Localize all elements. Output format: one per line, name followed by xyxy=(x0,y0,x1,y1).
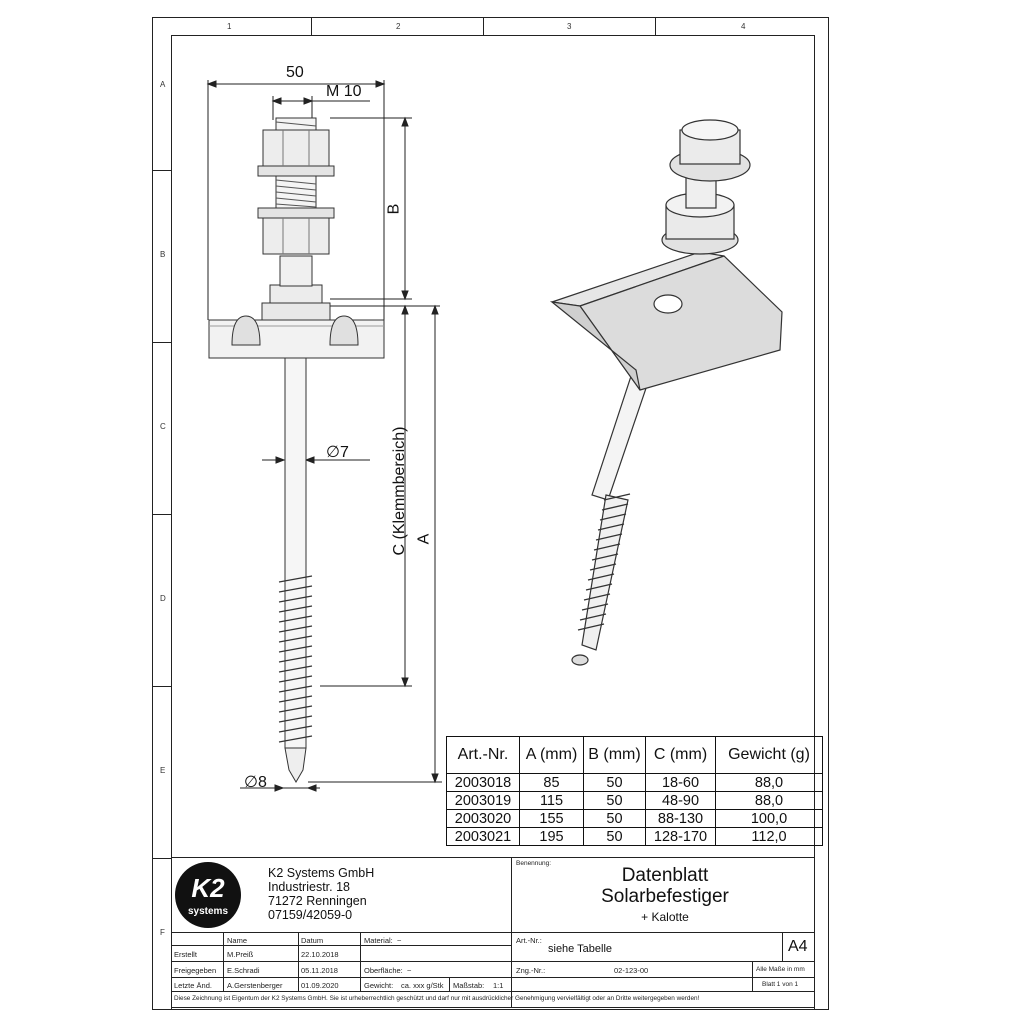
table-cell: 2003018 xyxy=(447,774,520,792)
table-cell: 48-90 xyxy=(646,792,716,810)
grid-row-d: D xyxy=(160,594,166,603)
zngnr-value: 02-123-00 xyxy=(614,966,649,975)
titleblock-top-line xyxy=(171,857,815,858)
grid-row-b: B xyxy=(160,250,166,259)
titleblock-line xyxy=(752,961,753,991)
table-header: C (mm) xyxy=(646,737,716,774)
front-view-drawing xyxy=(171,35,471,835)
grid-tick xyxy=(152,858,171,859)
grid-row-e: E xyxy=(160,766,166,775)
table-row xyxy=(447,792,823,810)
titleblock-line xyxy=(171,991,815,992)
massstab-label: Maßstab: xyxy=(453,981,485,990)
artnr-label: Art.-Nr.: xyxy=(516,936,542,945)
table-cell: 115 xyxy=(520,792,584,810)
paper-format: A4 xyxy=(788,938,808,955)
table-row xyxy=(447,810,823,828)
benennung-label: Benennung: xyxy=(516,860,552,867)
titleblock-line xyxy=(171,961,815,962)
grid-tick xyxy=(311,17,312,35)
table-cell: 112,0 xyxy=(716,828,823,846)
approval-date: 22.10.2018 xyxy=(301,950,339,959)
approval-role: Freigegeben xyxy=(174,966,217,975)
approval-role: Letzte Änd. xyxy=(174,981,212,990)
grid-tick xyxy=(152,514,171,515)
company-name: K2 Systems GmbH xyxy=(268,866,375,880)
table-cell: 195 xyxy=(520,828,584,846)
copyright-footer: Diese Zeichnung ist Eigentum der K2 Systems GmbH. Sie ist urheberrechtlich geschützt und darf nur mit ausdrücklicher Genehmigung vervielfältigt oder an Dritte weitergegeben werden! xyxy=(174,995,700,1002)
title-line-1: Datenblatt xyxy=(621,865,709,886)
grid-tick xyxy=(152,686,171,687)
material-value: ~ xyxy=(397,936,402,945)
artnr-value: siehe Tabelle xyxy=(548,943,613,955)
zngnr-label: Zng.-Nr.: xyxy=(516,966,546,975)
titleblock-line xyxy=(298,932,299,991)
table-header: B (mm) xyxy=(584,737,646,774)
approval-header-name: Name xyxy=(227,936,248,945)
approval-name: A.Gerstenberger xyxy=(227,981,283,990)
oberflaeche-label: Oberfläche: xyxy=(364,966,403,975)
titleblock-line xyxy=(171,977,815,978)
table-cell: 88-130 xyxy=(646,810,716,828)
table-cell: 155 xyxy=(520,810,584,828)
table-cell: 50 xyxy=(584,792,646,810)
grid-tick xyxy=(152,170,171,171)
table-row xyxy=(447,828,823,846)
table-cell: 88,0 xyxy=(716,792,823,810)
k2-systems-logo xyxy=(175,862,241,928)
approval-header-datum: Datum xyxy=(301,936,324,945)
approval-name: M.Preiß xyxy=(227,950,254,959)
table-cell: 2003019 xyxy=(447,792,520,810)
titleblock-line xyxy=(171,932,815,933)
table-cell: 88,0 xyxy=(716,774,823,792)
titleblock-line xyxy=(449,977,450,991)
grid-row-a: A xyxy=(160,80,166,89)
table-cell: 100,0 xyxy=(716,810,823,828)
gewicht-value: ca. xxx g/Stk xyxy=(401,981,444,990)
company-city: 71272 Renningen xyxy=(268,894,367,908)
table-cell: 2003020 xyxy=(447,810,520,828)
titleblock-line xyxy=(171,945,511,946)
grid-column-4: 4 xyxy=(741,22,746,31)
dimension-a-label: A xyxy=(415,533,433,545)
article-table xyxy=(446,736,823,846)
dimension-tip-diameter-label: ∅8 xyxy=(244,774,267,791)
dimension-width-label: 50 xyxy=(286,64,304,81)
table-header: Art.-Nr. xyxy=(447,737,520,774)
massstab-value: 1:1 xyxy=(493,981,504,990)
table-header: A (mm) xyxy=(520,737,584,774)
table-cell: 2003021 xyxy=(447,828,520,846)
table-header-row xyxy=(447,737,823,774)
dimension-shaft-diameter-label: ∅7 xyxy=(326,444,349,461)
title-line-2: Solarbefestiger xyxy=(601,886,729,907)
dimension-thread-label: M 10 xyxy=(326,83,362,100)
table-cell: 50 xyxy=(584,774,646,792)
grid-column-3: 3 xyxy=(567,22,572,31)
company-phone: 07159/42059-0 xyxy=(268,908,353,922)
titleblock-line xyxy=(223,932,224,991)
title-line-3: + Kalotte xyxy=(641,910,689,924)
table-cell: 128-170 xyxy=(646,828,716,846)
titleblock-bottom-line xyxy=(171,1007,815,1008)
isometric-view-drawing xyxy=(540,110,820,690)
grid-row-f: F xyxy=(160,928,165,937)
gewicht-label: Gewicht: xyxy=(364,981,394,990)
grid-tick xyxy=(152,342,171,343)
grid-row-c: C xyxy=(160,422,166,431)
dimension-b-label: B xyxy=(385,203,403,215)
grid-tick xyxy=(655,17,656,35)
logo-wordmark-bottom: systems xyxy=(187,906,229,917)
approval-date: 05.11.2018 xyxy=(301,966,338,975)
approval-date: 01.09.2020 xyxy=(301,981,339,990)
grid-column-2: 2 xyxy=(396,22,401,31)
approval-name: E.Schradi xyxy=(227,966,260,975)
material-label: Material: xyxy=(364,936,393,945)
approval-role: Erstellt xyxy=(174,950,197,959)
titleblock-line xyxy=(360,932,361,991)
grid-column-1: 1 xyxy=(227,22,232,31)
titleblock-line xyxy=(782,932,783,961)
table-cell: 50 xyxy=(584,828,646,846)
grid-tick xyxy=(483,17,484,35)
sheet-number: Blatt 1 von 1 xyxy=(762,981,799,988)
table-cell: 18-60 xyxy=(646,774,716,792)
table-cell: 85 xyxy=(520,774,584,792)
table-row xyxy=(447,774,823,792)
units-note: Alle Maße in mm xyxy=(756,966,805,973)
logo-wordmark-top: K2 xyxy=(191,873,225,903)
dimension-c-label: C (Klemmbereich) xyxy=(391,426,408,556)
table-cell: 50 xyxy=(584,810,646,828)
company-street: Industriestr. 18 xyxy=(268,880,350,894)
table-header: Gewicht (g) xyxy=(716,737,823,774)
oberflaeche-value: ~ xyxy=(407,966,412,975)
